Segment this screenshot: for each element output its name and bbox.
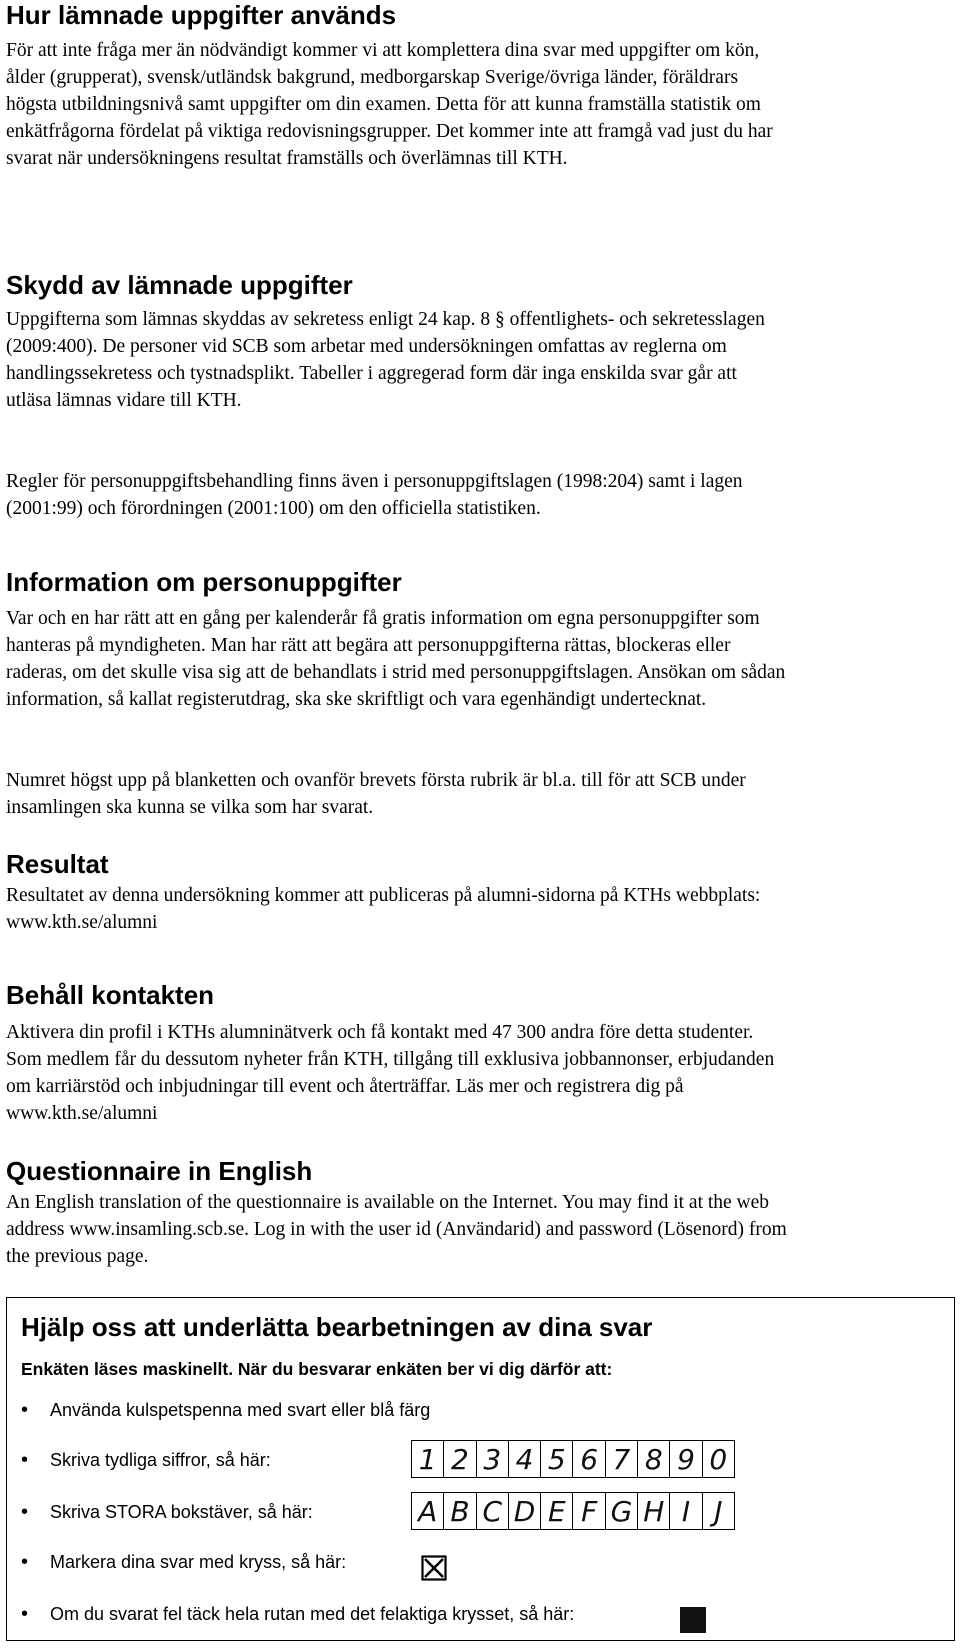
instruction-text: Använda kulspetspenna med svart eller blå färg [50, 1400, 431, 1420]
instruction-item [21, 1449, 271, 1472]
instruction-text: Skriva tydliga siffror, så här: [50, 1450, 271, 1470]
bullet-icon: • [21, 1399, 29, 1421]
instructions-title: Hjälp oss att underlätta bearbetningen av dina svar [21, 1312, 653, 1342]
instruction-text: Om du svarat fel täck hela rutan med det felaktiga krysset, så här: [50, 1604, 575, 1624]
digit-sample: 8 [638, 1441, 670, 1477]
digit-sample: 9 [670, 1441, 702, 1477]
letter-sample: F [573, 1493, 605, 1529]
instruction-text: Skriva STORA bokstäver, så här: [50, 1502, 313, 1522]
paragraph-information-2: Numret högst upp på blanketten och ovanför brevets första rubrik är bl.a. till för att SCB under insamlingen ska kunna se vilka som har svarat. [6, 770, 746, 818]
heading-english: Questionnaire in English [6, 1156, 313, 1186]
letter-sample: D [509, 1493, 541, 1529]
instruction-item [21, 1603, 574, 1626]
digit-sample: 4 [509, 1441, 541, 1477]
letter-sample: B [444, 1493, 476, 1529]
instructions-intro: Enkäten läses maskinellt. När du besvarar enkäten ber vi dig därför att: [21, 1359, 613, 1379]
digit-sample: 7 [606, 1441, 638, 1477]
instruction-item [21, 1551, 346, 1574]
heading-anvands: Hur lämnade uppgifter används [6, 0, 397, 30]
letter-sample: G [606, 1493, 638, 1529]
letter-sample: J [714, 1494, 723, 1528]
letter-sample: C [477, 1493, 509, 1529]
heading-resultat: Resultat [6, 849, 109, 879]
paragraph-skydd-1: Uppgifterna som lämnas skyddas av sekretess enligt 24 kap. 8 § offentlighets- och sekretesslagen (2009:400). De personer vid SCB som arbetar med undersökningen omfattas av reglerna om handlingssekretess och tystnadsplikt. Tabeller i aggregerad form där inga enskilda svar går att utläsa lämnas vidare till KTH. [6, 309, 765, 411]
bullet-icon: • [21, 1551, 29, 1573]
digit-sample: 1 [412, 1441, 444, 1477]
crossed-checkbox-icon [421, 1555, 447, 1581]
digit-sample: 0 [709, 1442, 728, 1476]
heading-kontakten: Behåll kontakten [6, 980, 215, 1010]
instructions-box [6, 1297, 955, 1641]
digit-sample: 3 [477, 1441, 509, 1477]
digit-sample: 5 [541, 1441, 573, 1477]
digit-sample-strip [411, 1440, 735, 1478]
bullet-icon: • [21, 1501, 29, 1523]
heading-information: Information om personuppgifter [6, 567, 402, 597]
letter-sample: A [412, 1493, 444, 1529]
heading-skydd: Skydd av lämnade uppgifter [6, 270, 353, 300]
bullet-icon: • [21, 1449, 29, 1471]
digit-sample: 2 [444, 1441, 476, 1477]
instruction-item [21, 1501, 313, 1524]
paragraph-resultat: Resultatet av denna undersökning kommer att publiceras på alumni-sidorna på KTHs webbplats: www.kth.se/alumni [6, 885, 761, 933]
letter-sample-strip [411, 1492, 735, 1530]
paragraph-anvands: För att inte fråga mer än nödvändigt kommer vi att komplettera dina svar med uppgifter om kön, ålder (grupperat), svensk/utländsk bakgrund, medborgarskap Sverige/övriga länder, föräldrars högsta utbildningsnivå samt uppgifter om din examen. Detta för att kunna framställa statistik om enkätfrågorna fördelat på viktiga redovisningsgrupper. Det kommer inte att framgå vad just du har svarat när undersökningens resultat framställs och överlämnas till KTH. [6, 40, 773, 169]
digit-sample: 6 [573, 1441, 605, 1477]
letter-sample: I [670, 1493, 702, 1529]
paragraph-english: An English translation of the questionnaire is available on the Internet. You may find it at the web address www.insamling.scb.se. Log in with the user id (Användarid) and password (Lösenord) from the previous page. [6, 1192, 787, 1267]
instruction-item [21, 1399, 430, 1422]
paragraph-information-1: Var och en har rätt att en gång per kalenderår få gratis information om egna personuppgifter som hanteras på myndigheten. Man har rätt att begära att personuppgifterna rättas, blockeras eller raderas, om det skulle visa sig att de behandlats i strid med personuppgiftslagen. Ansökan om sådan information, så kallat registerutdrag, ska ske skriftligt och vara egenhändigt undertecknat. [6, 608, 786, 710]
paragraph-skydd-2: Regler för personuppgiftsbehandling finns även i personuppgiftslagen (1998:204) samt i lagen (2001:99) och förordningen (2001:100) om den officiella statistiken. [6, 471, 743, 519]
letter-sample: H [638, 1493, 670, 1529]
instruction-text: Markera dina svar med kryss, så här: [50, 1552, 347, 1572]
filled-checkbox-icon [680, 1607, 706, 1633]
letter-sample: E [541, 1493, 573, 1529]
paragraph-kontakten: Aktivera din profil i KTHs alumninätverk och få kontakt med 47 300 andra före detta studenter. Som medlem får du dessutom nyheter från KTH, tillgång till exklusiva jobbannonser, erbjudanden om karriärstöd och inbjudningar till event och återträffar. Läs mer och registrera dig på www.kth.se/alumni [6, 1022, 775, 1124]
bullet-icon: • [21, 1603, 29, 1625]
